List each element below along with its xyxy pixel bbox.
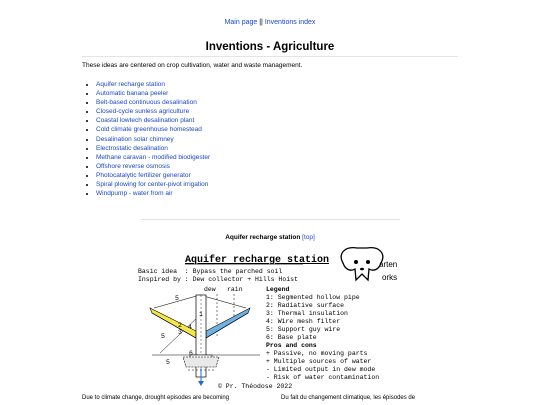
- dew-label: dew: [204, 286, 216, 293]
- label-2: 2: [178, 322, 182, 329]
- index-link-aquifer-recharge-station[interactable]: Aquifer recharge station: [96, 81, 166, 88]
- cons-item: - Risk of water contamination: [266, 374, 380, 381]
- list-item: [96, 89, 210, 98]
- index-link-automatic-banana-peeler[interactable]: Automatic banana peeler: [96, 90, 169, 98]
- basic-idea-text: Basic idea : Bypass the parched soil: [138, 268, 283, 275]
- index-link-fertilizer-generator[interactable]: Photocatalytic fertilizer generator: [96, 171, 191, 179]
- list-item: [96, 125, 210, 134]
- label-4: 4: [188, 324, 192, 331]
- title-divider: [82, 56, 458, 57]
- index-link-windpump[interactable]: Windpump - water from air: [96, 190, 173, 198]
- label-5-bottom: 5: [166, 359, 170, 366]
- aquifer-recharge-illustration: [130, 245, 430, 391]
- legend-item: 3: Thermal insulation: [266, 310, 348, 317]
- list-item: [96, 144, 210, 153]
- top-link[interactable]: [top]: [302, 234, 315, 241]
- legend-item: 4: Wire mesh filter: [266, 318, 341, 325]
- nav-separator: ||: [259, 19, 263, 26]
- legend-item: 6: Base plate: [266, 334, 317, 341]
- list-item: [96, 107, 210, 116]
- list-item: [96, 171, 210, 180]
- index-link-spiral-plowing[interactable]: Spiral plowing for center-pivot irrigation: [96, 181, 209, 189]
- recharge-station-diagram: [150, 286, 260, 386]
- list-item: [96, 153, 210, 162]
- inspired-by-text: Inspired by : Dew collector + Hills Hoist: [138, 276, 298, 283]
- list-item: [96, 162, 210, 171]
- list-item: [96, 116, 210, 125]
- main-page-link[interactable]: Main page: [224, 19, 258, 26]
- legend-title: Legend: [266, 286, 290, 293]
- index-link-belt-desalination[interactable]: Belt-based continuous desalination: [96, 99, 197, 107]
- index-link-greenhouse-homestead[interactable]: Cold climate greenhouse homestead: [96, 126, 202, 134]
- section-title: Aquifer recharge station: [225, 234, 301, 241]
- legend-item: 5: Support guy wire: [266, 326, 341, 333]
- label-1: 1: [199, 311, 203, 318]
- list-item: [96, 189, 210, 198]
- list-item: [96, 180, 210, 189]
- copyright-credit: © Pr. Théodose 2022: [218, 383, 293, 390]
- page-title: Inventions - Agriculture: [205, 41, 335, 53]
- index-link-solar-chimney[interactable]: Desalination solar chimney: [96, 135, 174, 143]
- illustration-title: Aquifer recharge station: [185, 255, 330, 266]
- intro-text: These ideas are centered on crop cultivation, water and waste management.: [82, 62, 303, 69]
- inventions-index-link[interactable]: Inventions index: [264, 19, 316, 26]
- pros-item: + Passive, no moving parts: [266, 350, 368, 357]
- rain-label: rain: [227, 286, 243, 293]
- label-5-top: 5: [175, 295, 179, 302]
- pros-item: + Multiple sources of water: [266, 358, 372, 365]
- index-link-sunless-agriculture[interactable]: Closed-cycle sunless agriculture: [96, 108, 190, 116]
- inventions-index-list: [87, 80, 210, 198]
- list-item: [96, 80, 210, 89]
- description-french: Du fait du changement climatique, les épisodes de: [281, 395, 416, 401]
- index-link-methane-caravan[interactable]: Methane caravan - modified biodigester: [96, 153, 211, 161]
- section-heading: [0, 234, 540, 241]
- list-item: [96, 98, 210, 107]
- label-6: 6: [189, 350, 193, 357]
- top-navigation: [0, 19, 540, 26]
- logo-text-bottom: orks: [382, 273, 398, 282]
- legend-item: 1: Segmented hollow pipe: [266, 294, 360, 301]
- index-link-electrostatic-desalination[interactable]: Electrostatic desalination: [96, 144, 168, 152]
- legend-item: 2: Radiative surface: [266, 302, 345, 309]
- index-link-coastal-desalination[interactable]: Coastal lowtech desalination plant: [96, 117, 195, 125]
- label-5-left: 5: [161, 333, 165, 340]
- section-divider: [141, 219, 400, 220]
- label-3: 3: [178, 329, 182, 336]
- pros-cons-title: Pros and cons: [266, 342, 317, 349]
- index-link-offshore-osmosis[interactable]: Offshore reverse osmosis: [96, 162, 170, 170]
- description-english: Due to climate change, drought episodes are becoming: [82, 395, 230, 401]
- cons-item: - Limited output in dew mode: [266, 366, 376, 373]
- legend: [266, 286, 379, 381]
- logo-text-top: arten: [379, 260, 398, 269]
- list-item: [96, 135, 210, 144]
- garten-works-logo: [341, 248, 397, 282]
